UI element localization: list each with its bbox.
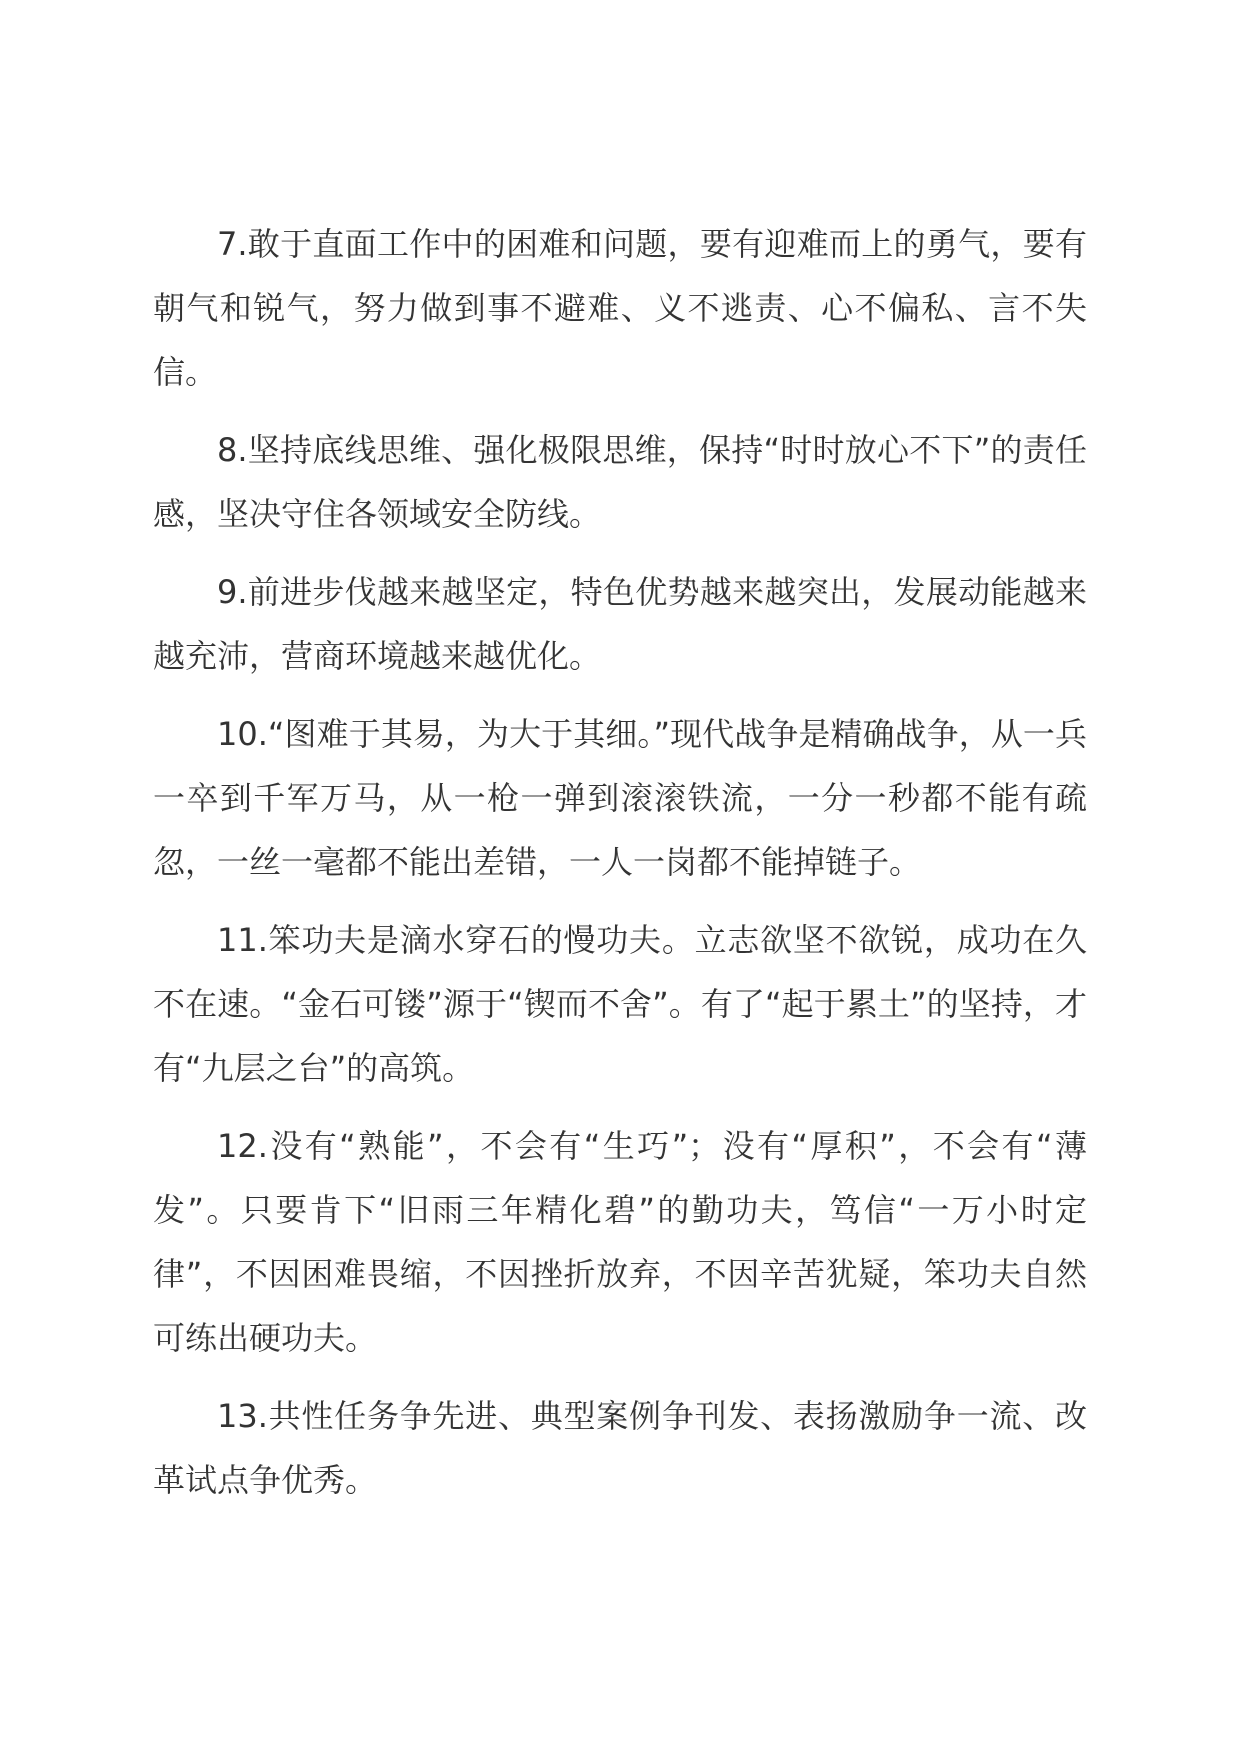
paragraph-9: 9.前进步伐越来越坚定，特色优势越来越突出，发展动能越来越充沛，营商环境越来越优化。 — [153, 573, 1087, 675]
paragraph-10: 10.“图难于其易，为大于其细。”现代战争是精确战争，从一兵一卒到千军万马，从一枪一弹到滚滚铁流，一分一秒都不能有疏忽，一丝一毫都不能出差错，一人一岗都不能掉链子。 — [153, 715, 1087, 881]
paragraph-13: 13.共性任务争先进、典型案例争刊发、表扬激励争一流、改革试点争优秀。 — [153, 1397, 1087, 1499]
paragraph-7: 7.敢于直面工作中的困难和问题，要有迎难而上的勇气，要有朝气和锐气，努力做到事不避难、义不逃责、心不偏私、言不失信。 — [153, 225, 1087, 391]
paragraph-11: 11.笨功夫是滴水穿石的慢功夫。立志欲坚不欲锐，成功在久不在速。“金石可镂”源于“锲而不舍”。有了“起于累土”的坚持，才有“九层之台”的高筑。 — [153, 921, 1087, 1087]
paragraph-8: 8.坚持底线思维、强化极限思维，保持“时时放心不下”的责任感，坚决守住各领域安全防线。 — [153, 431, 1087, 533]
document-body — [153, 212, 1087, 1526]
paragraph-12: 12.没有“熟能”，不会有“生巧”；没有“厚积”，不会有“薄发”。只要肯下“旧雨三年精化碧”的勤功夫，笃信“一万小时定律”，不因困难畏缩，不因挫折放弃，不因辛苦犹疑，笨功夫自然可练出硬功夫。 — [153, 1127, 1087, 1357]
